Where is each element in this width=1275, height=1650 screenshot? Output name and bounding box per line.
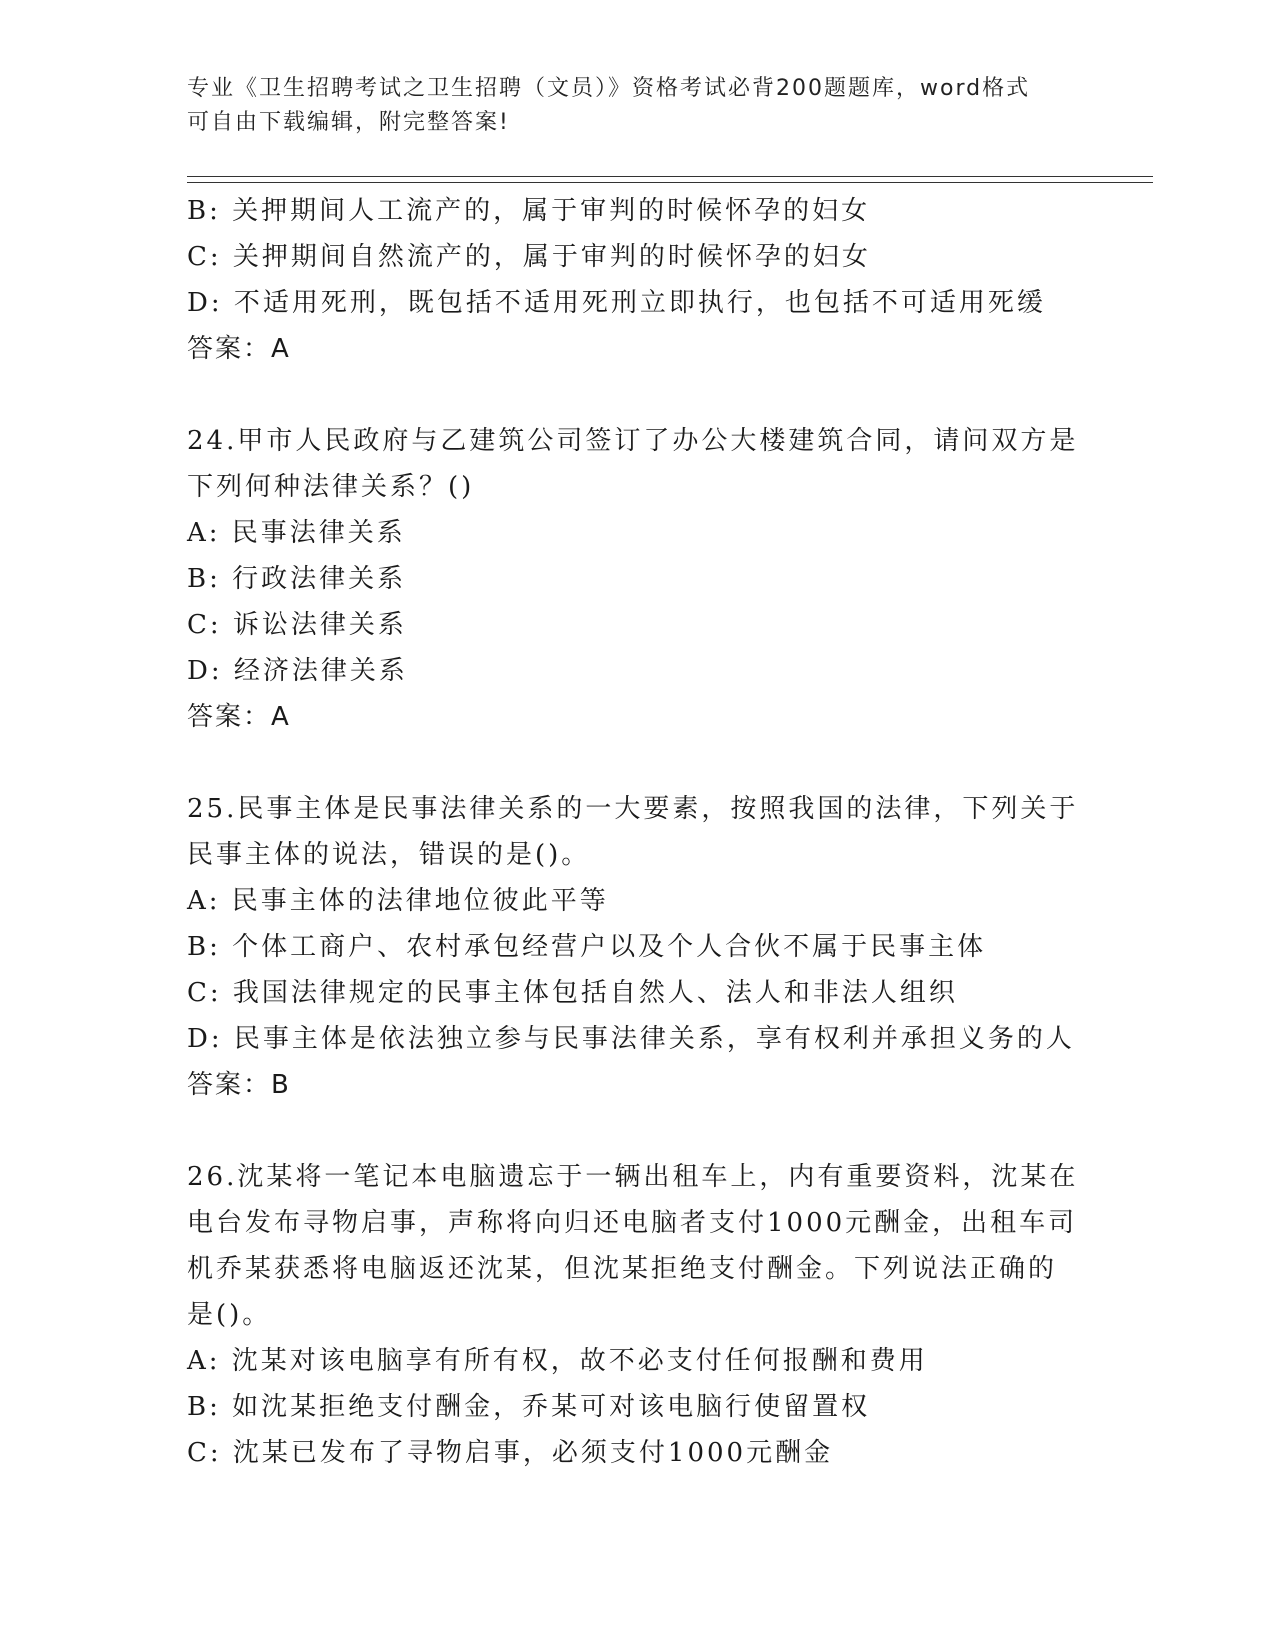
question-stem-line: 民事主体的说法，错误的是()。 [187,840,591,870]
question-25 [187,786,1087,1108]
answer-label: 答案：B [187,1070,291,1100]
option-c: C: 诉讼法律关系 [187,610,407,640]
answer-label: 答案：A [187,702,291,732]
header-divider-top [187,176,1153,177]
answer-label: 答案：A [187,334,291,364]
page-header [187,72,1067,140]
question-stem-line: 26.沈某将一笔记本电脑遗忘于一辆出租车上，内有重要资料，沈某在 [187,1162,1079,1192]
question-list [187,188,1087,1476]
header-line-1: 专业《卫生招聘考试之卫生招聘（文员）》资格考试必背200题题库，word格式 [187,76,1031,101]
question-24 [187,418,1087,740]
question-23 [187,188,1087,372]
option-d: D: 经济法律关系 [187,656,408,686]
question-stem-line: 25.民事主体是民事法律关系的一大要素，按照我国的法律，下列关于 [187,794,1079,824]
option-a: A: 民事主体的法律地位彼此平等 [187,886,609,916]
question-stem-line: 下列何种法律关系？() [187,472,475,502]
question-stem-line: 电台发布寻物启事，声称将向归还电脑者支付1000元酬金，出租车司 [187,1208,1078,1238]
header-line-2: 可自由下载编辑，附完整答案! [187,110,510,135]
option-c: C: 沈某已发布了寻物启事，必须支付1000元酬金 [187,1438,834,1468]
option-d: D: 不适用死刑，既包括不适用死刑立即执行，也包括不可适用死缓 [187,288,1046,318]
question-stem-line: 是()。 [187,1300,272,1330]
option-a: A: 沈某对该电脑享有所有权，故不必支付任何报酬和费用 [187,1346,928,1376]
option-d: D: 民事主体是依法独立参与民事法律关系，享有权利并承担义务的人 [187,1024,1075,1054]
option-b: B: 行政法律关系 [187,564,407,594]
question-stem-line: 机乔某获悉将电脑返还沈某，但沈某拒绝支付酬金。下列说法正确的 [187,1254,1058,1284]
option-c: C: 我国法律规定的民事主体包括自然人、法人和非法人组织 [187,978,958,1008]
option-c: C: 关押期间自然流产的，属于审判的时候怀孕的妇女 [187,242,871,272]
option-a: A: 民事法律关系 [187,518,406,548]
question-26 [187,1154,1087,1476]
option-b: B: 关押期间人工流产的，属于审判的时候怀孕的妇女 [187,196,871,226]
option-b: B: 如沈某拒绝支付酬金，乔某可对该电脑行使留置权 [187,1392,871,1422]
question-stem-line: 24.甲市人民政府与乙建筑公司签订了办公大楼建筑合同，请问双方是 [187,426,1079,456]
header-divider-bottom [187,182,1153,183]
option-b: B: 个体工商户、农村承包经营户以及个人合伙不属于民事主体 [187,932,987,962]
